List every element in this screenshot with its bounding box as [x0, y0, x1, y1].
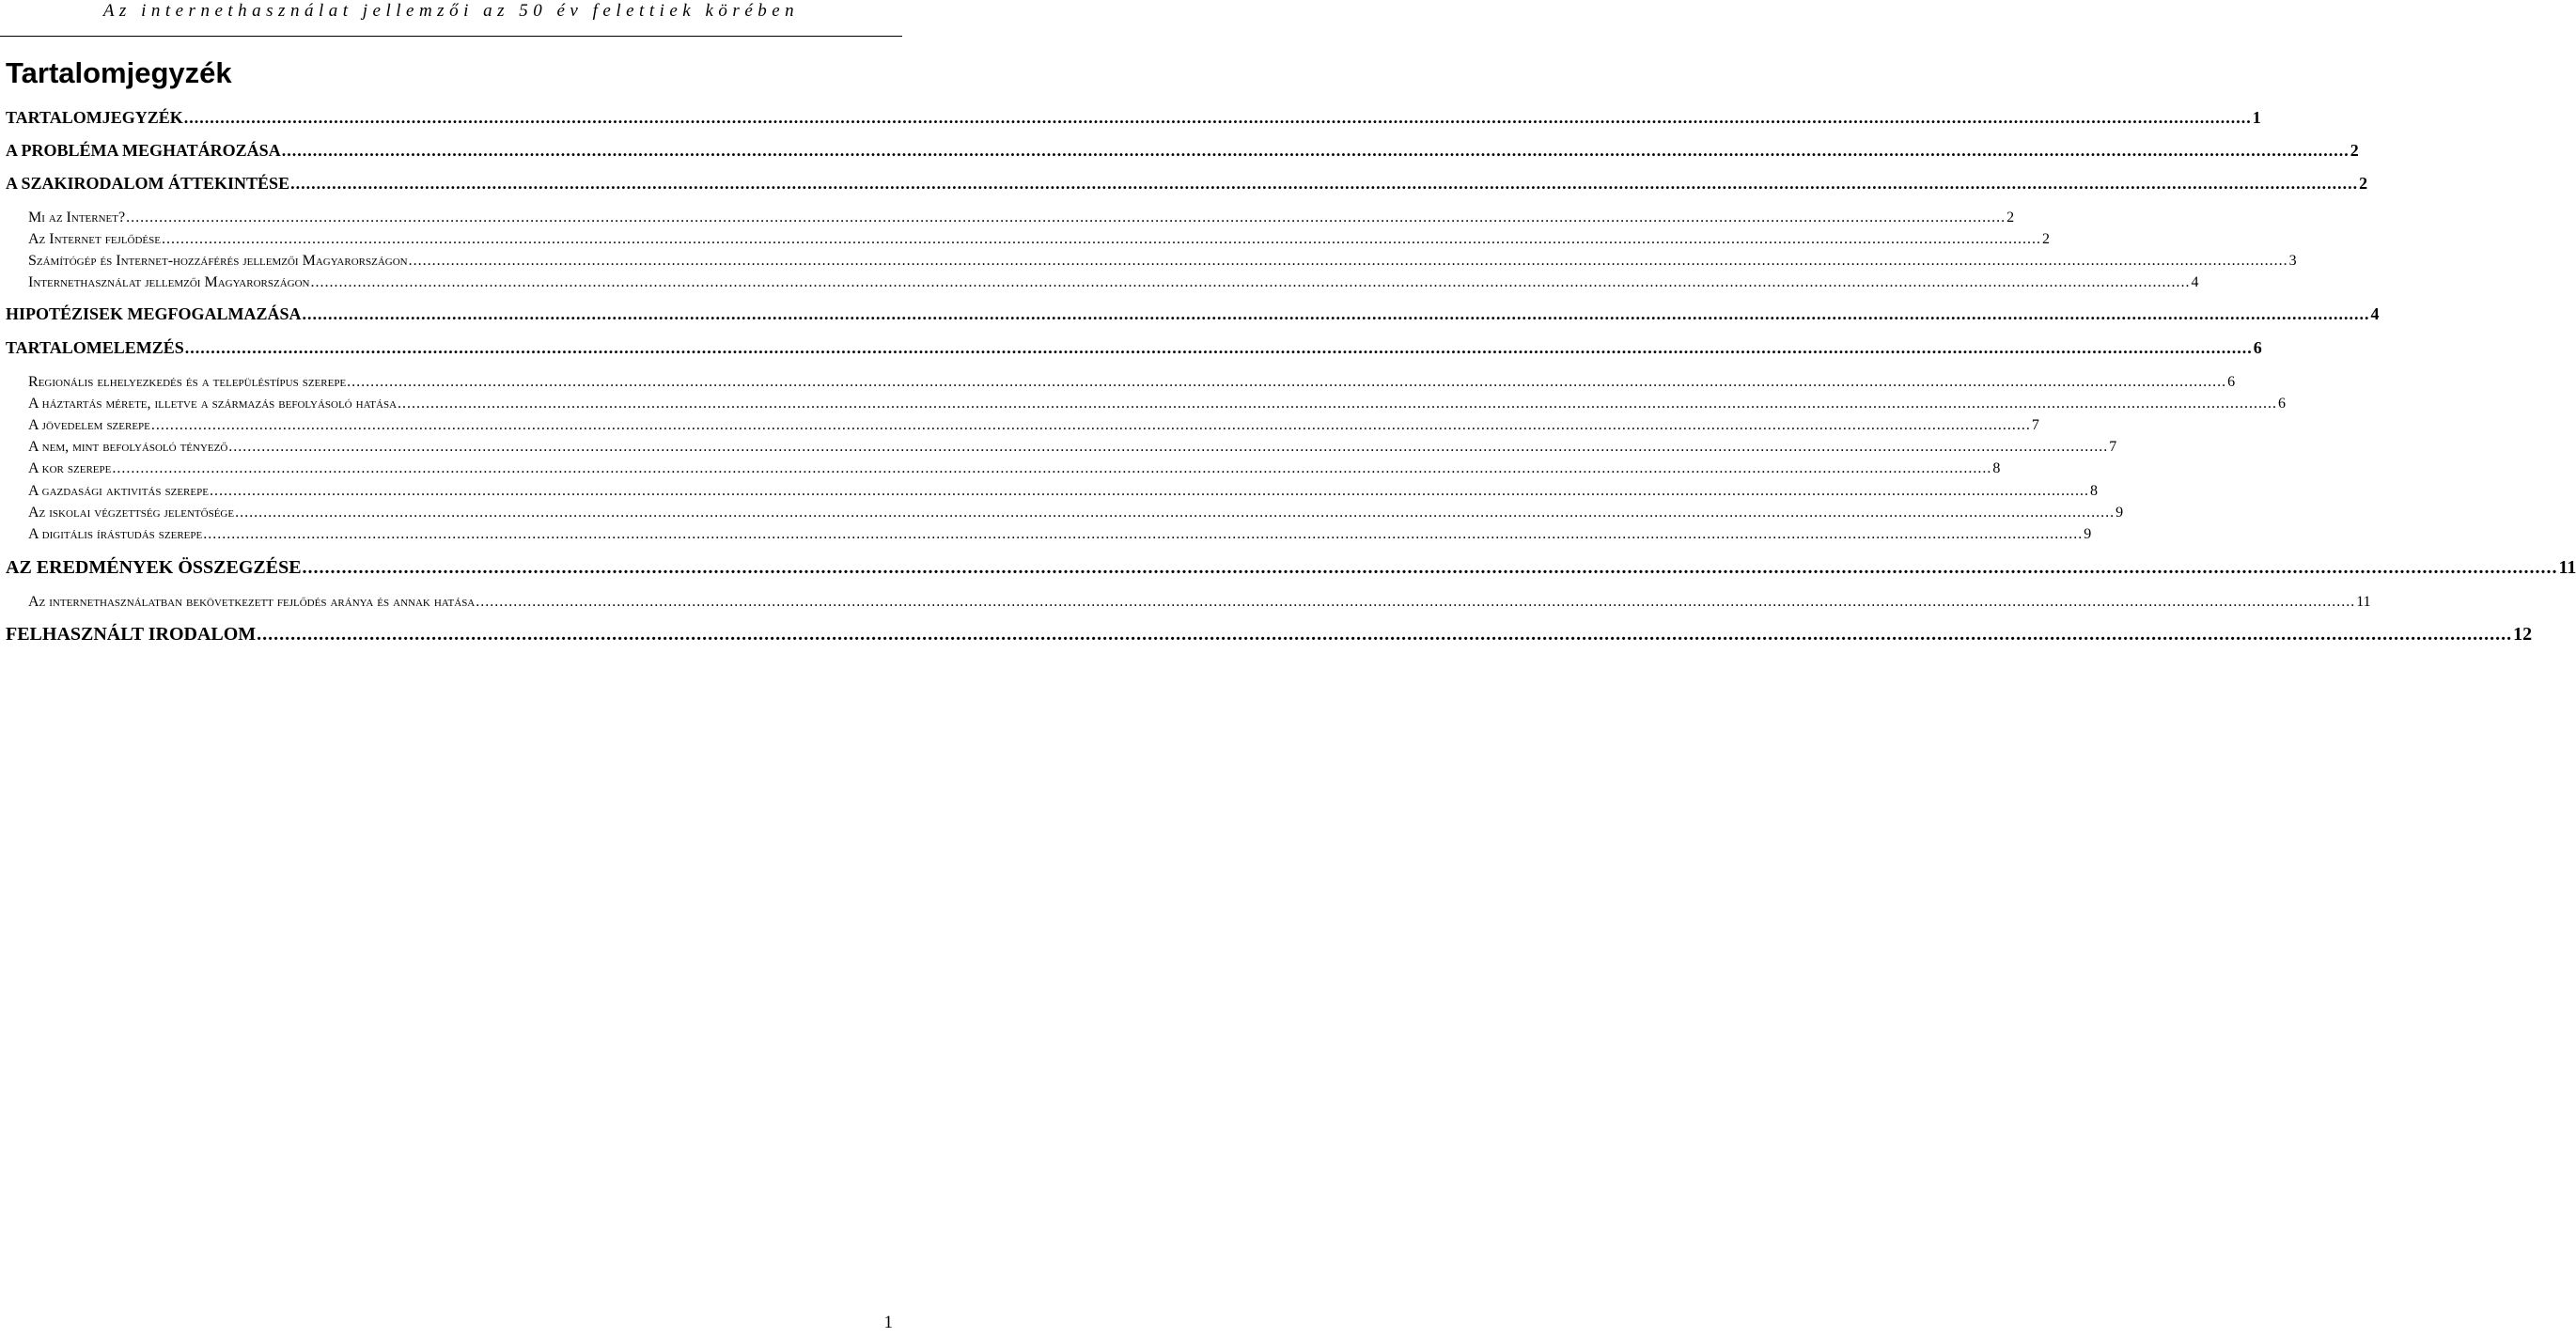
dot-leader: ................................................................................................................................................................................................................................................................................................................................................................................................................ — [290, 174, 2359, 193]
dot-leader: ................................................................................................................................................................................................................................................................................................................................................................................................................ — [408, 253, 2288, 269]
toc-entry-label: HIPOTÉZISEK MEGFOGALMAZÁSA — [6, 304, 302, 323]
toc-entry-page: 6 — [2227, 374, 2236, 390]
toc-entry-fejlodes-aranya[interactable] — [28, 592, 2371, 613]
toc-entry-regionalis[interactable] — [28, 372, 2236, 393]
toc-entry-label: Az Internet fejlődése — [28, 231, 161, 247]
toc-entry-page: 6 — [2278, 396, 2287, 412]
toc-entry-label: Az iskolai végzettség jelentősége — [28, 505, 235, 521]
toc-entry-page: 7 — [2109, 439, 2117, 455]
toc-entry-nem[interactable] — [28, 437, 2117, 458]
toc-entry-label: Regionális elhelyezkedés és a településtípus szerepe — [28, 374, 347, 390]
toc-entry-page: 2 — [2006, 210, 2015, 226]
toc-entry-digitalis-irastudas[interactable] — [28, 524, 2092, 545]
toc-title: Tartalomjegyzék — [6, 56, 232, 89]
toc-entry-page: 4 — [2370, 304, 2380, 323]
toc-entry-tartalomjegyzek[interactable] — [6, 107, 2261, 128]
toc-entry-label: A digitális írástudás szerepe — [28, 526, 203, 542]
dot-leader: ................................................................................................................................................................................................................................................................................................................................................................................................................ — [184, 338, 2253, 357]
toc-entry-hipotezisek[interactable] — [6, 303, 2380, 324]
toc-entry-page: 6 — [2253, 338, 2262, 357]
toc-entry-label: A SZAKIRODALOM ÁTTEKINTÉSE — [6, 174, 290, 193]
toc-entry-page: 2 — [2350, 141, 2359, 160]
toc-entry-label: TARTALOMJEGYZÉK — [6, 108, 183, 127]
toc-entry-label: Az internethasználatban bekövetkezett fejlődés aránya és annak hatása — [28, 594, 476, 610]
toc-entry-kor[interactable] — [28, 459, 2001, 479]
dot-leader: ................................................................................................................................................................................................................................................................................................................................................................................................................ — [347, 374, 2227, 390]
toc-entry-jovedelem[interactable] — [28, 415, 2039, 436]
toc-entry-label: A háztartás mérete, illetve a származás befolyásoló hatása — [28, 396, 398, 412]
toc-entry-mi-az-internet[interactable] — [28, 208, 2015, 228]
toc-entry-label: TARTALOMELEMZÉS — [6, 338, 184, 357]
toc-entry-page: 3 — [2288, 253, 2297, 269]
toc-entry-internet-fejlodese[interactable] — [28, 229, 2050, 250]
toc-entry-label: A kor szerepe — [28, 460, 112, 476]
page-number: 1 — [883, 1313, 893, 1332]
toc-entry-page: 11 — [2558, 557, 2576, 578]
toc-entry-szamitogep-hozzaferes[interactable] — [28, 251, 2297, 272]
dot-leader: ................................................................................................................................................................................................................................................................................................................................................................................................................ — [281, 141, 2350, 160]
toc-entry-label: Internethasználat jellemzői Magyarországon — [28, 274, 310, 290]
toc-entry-label: A jövedelem szerepe — [28, 417, 150, 433]
toc-entry-page: 9 — [2084, 526, 2092, 542]
toc-entry-page: 8 — [1992, 460, 2001, 476]
dot-leader: ................................................................................................................................................................................................................................................................................................................................................................................................................ — [302, 304, 2370, 323]
dot-leader: ................................................................................................................................................................................................................................................................................................................................................................................................................ — [150, 417, 2031, 433]
toc-entry-label: Mi az Internet? — [28, 210, 126, 226]
toc-entry-eredmenyek[interactable] — [6, 557, 2576, 578]
toc-entry-page: 11 — [2356, 594, 2371, 610]
toc-entry-label: A gazdasági aktivitás szerepe — [28, 483, 209, 499]
dot-leader: ................................................................................................................................................................................................................................................................................................................................................................................................................ — [302, 557, 2558, 578]
toc-entry-page: 2 — [2041, 231, 2050, 247]
dot-leader: ................................................................................................................................................................................................................................................................................................................................................................................................................ — [203, 526, 2084, 542]
toc-entry-page: 7 — [2031, 417, 2039, 433]
toc-entry-page: 8 — [2089, 483, 2098, 499]
toc-entry-szakirodalom[interactable] — [6, 173, 2368, 194]
toc-entry-page: 1 — [2252, 108, 2261, 127]
dot-leader: ................................................................................................................................................................................................................................................................................................................................................................................................................ — [476, 594, 2356, 610]
toc-entry-page: 9 — [2115, 505, 2124, 521]
toc-entry-internethasznalat-jellemzoi[interactable] — [28, 272, 2199, 293]
toc-entry-label: A PROBLÉMA MEGHATÁROZÁSA — [6, 141, 281, 160]
toc-entry-haztartas[interactable] — [28, 394, 2287, 414]
toc-entry-problema[interactable] — [6, 140, 2359, 161]
toc-entry-page: 12 — [2513, 624, 2533, 645]
running-header-title: Az internethasználat jellemzői az 50 év felettiek körében — [102, 1, 800, 21]
toc-entry-iskolai-vegzettseg[interactable] — [28, 503, 2124, 523]
toc-entry-tartalomelemzes[interactable] — [6, 337, 2262, 358]
dot-leader: ................................................................................................................................................................................................................................................................................................................................................................................................................ — [161, 231, 2041, 247]
toc-entry-label: AZ EREDMÉNYEK ÖSSZEGZÉSE — [6, 557, 302, 578]
toc-entry-page: 4 — [2191, 274, 2199, 290]
dot-leader: ................................................................................................................................................................................................................................................................................................................................................................................................................ — [235, 505, 2115, 521]
dot-leader: ................................................................................................................................................................................................................................................................................................................................................................................................................ — [257, 624, 2513, 645]
dot-leader: ................................................................................................................................................................................................................................................................................................................................................................................................................ — [112, 460, 1992, 476]
dot-leader: ................................................................................................................................................................................................................................................................................................................................................................................................................ — [310, 274, 2191, 290]
dot-leader: ................................................................................................................................................................................................................................................................................................................................................................................................................ — [209, 483, 2089, 499]
dot-leader: ................................................................................................................................................................................................................................................................................................................................................................................................................ — [126, 210, 2006, 226]
dot-leader: ................................................................................................................................................................................................................................................................................................................................................................................................................ — [228, 439, 2109, 455]
toc-entry-label: Számítógép és Internet-hozzáférés jellemzői Magyarországon — [28, 253, 408, 269]
toc-entry-irodalom[interactable] — [6, 624, 2533, 645]
toc-entry-label: A nem, mint befolyásoló tényező — [28, 439, 228, 455]
dot-leader: ................................................................................................................................................................................................................................................................................................................................................................................................................ — [183, 108, 2252, 127]
toc-entry-gazdasagi-aktivitas[interactable] — [28, 481, 2098, 502]
toc-entry-label: FELHASZNÁLT IRODALOM — [6, 624, 257, 645]
toc-entry-page: 2 — [2359, 174, 2368, 193]
dot-leader: ................................................................................................................................................................................................................................................................................................................................................................................................................ — [398, 396, 2278, 412]
